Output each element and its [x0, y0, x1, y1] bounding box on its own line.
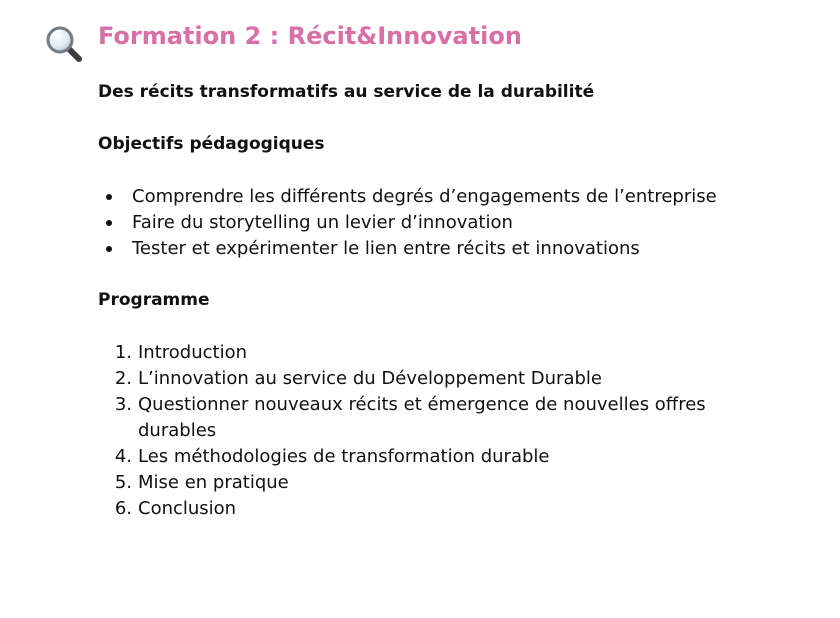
objectives-heading: Objectifs pédagogiques: [98, 134, 325, 154]
objective-item: Faire du storytelling un levier d’innovation: [106, 210, 717, 236]
program-item-text: Mise en pratique: [138, 472, 289, 493]
program-item-text: Les méthodologies de transformation durable: [138, 446, 550, 467]
program-item-number: 6.: [114, 498, 132, 519]
objective-item: Tester et expérimenter le lien entre récits et innovations: [106, 236, 717, 262]
program-item-number: 5.: [114, 472, 132, 493]
subtitle: Des récits transformatifs au service de la durabilité: [98, 82, 595, 102]
magnifying-glass-icon: [44, 24, 84, 64]
program-item-number: 2.: [114, 368, 132, 389]
program-item-number: 1.: [114, 342, 132, 363]
program-item-text: Conclusion: [138, 498, 237, 519]
program-item: [108, 366, 763, 392]
program-list: [108, 340, 763, 522]
program-item-number: 3.: [114, 394, 132, 415]
program-item-number: 4.: [114, 446, 132, 467]
program-item: [108, 496, 763, 522]
program-item-text: Introduction: [138, 342, 248, 363]
program-item-text: L’innovation au service du Développement Durable: [138, 368, 602, 389]
program-item: [108, 470, 763, 496]
objectives-list: [106, 184, 717, 262]
page-title: Formation 2 : Récit&Innovation: [98, 22, 522, 50]
program-item-text: Questionner nouveaux récits et émergence de nouvelles offres durables: [138, 394, 706, 441]
program-item: [108, 392, 763, 444]
program-item: [108, 340, 763, 366]
objective-item: Comprendre les différents degrés d’engagements de l’entreprise: [106, 184, 717, 210]
program-heading: Programme: [98, 290, 210, 310]
program-item: [108, 444, 763, 470]
